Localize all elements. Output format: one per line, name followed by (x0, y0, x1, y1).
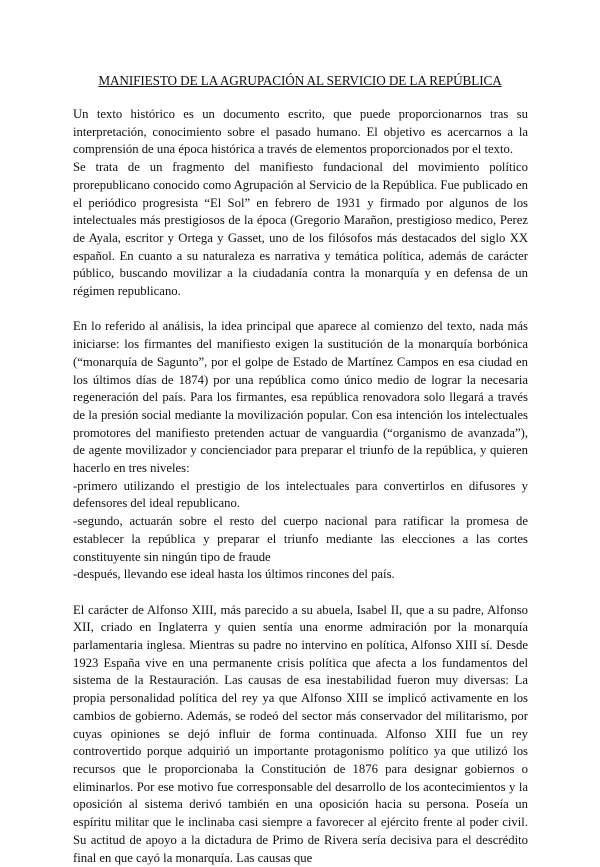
paragraph-level-first: -primero utilizando el prestigio de los intelectuales para convertirlos en difusores y defensores del ideal republicano. (73, 478, 528, 511)
paragraph-level-after: -después, llevando ese ideal hasta los últimos rincones del país. (73, 567, 395, 582)
paragraph-context: Se trata de un fragmento del manifiesto fundacional del movimiento político prorepublicano conocido como Agrupación al Servicio de la República. Fue publicado en el periódico progresista “El Sol” en febrero de 1931 y firmado por algunos de los intelectuales más prestigiosos de la época (Gregorio Marañon, prestigioso medico, Perez de Ayala, escritor y Ortega y Gasset, uno de los filósofos más destacados del siglo XX español. En cuanto a su naturaleza es narrativa y temática política, además de carácter público, buscando movilizar a la ciudadanía contra la monarquía y en defensa de un régimen republicano. (73, 160, 528, 299)
paragraph-level-second: -segundo, actuarán sobre el resto del cuerpo nacional para ratificar la promesa de establecer la república y preparar el triunfo mediante las elecciones a las cortes constituyente sin ningún tipo de fraude (73, 514, 528, 564)
document-body (73, 106, 528, 867)
paragraph-analysis: En lo referido al análisis, la idea principal que aparece al comienzo del texto, nada más iniciarse: los firmantes del manifiesto exigen la sustitución de la monarquía borbónica (“monarquía de Sagunto”, por el golpe de Estado de Martínez Campos en esa ciudad en los últimos días de 1874) por una república como único medio de lograr la necesaria regeneración del país. Para los firmantes, esa república renovadora solo llegará a través de la presión social mediante la movilización popular. Con esa intención los intelectuales promotores del manifiesto pretenden actuar de vanguardia (“organismo de avanzada”), de agente movilizador y concienciador para preparar el triunfo de la república, y quieren hacerlo en tres niveles: (73, 319, 528, 476)
paragraph-intro: Un texto histórico es un documento escrito, que puede proporcionarnos tras su interpretación, conocimiento sobre el pasado humano. El objetivo es acercarnos a la comprensión de una época histórica a través de elementos proporcionados por el texto. (73, 107, 528, 157)
document-title: MANIFIESTO DE LA AGRUPACIÓN AL SERVICIO DE LA REPÚBLICA (98, 73, 502, 88)
paragraph-alfonso-xiii: El carácter de Alfonso XIII, más parecido a su abuela, Isabel II, que a su padre, Alfonso XII, criado en Inglaterra y quien sentía una enorme admiración por la monarquía parlamentaria inglesa. Mientras su padre no intervino en política, Alfonso XIII sí. Desde 1923 España vive en una permanente crisis política que afecta a los fundamentos del sistema de la Restauración. Las causas de esa inestabilidad fueron muy diversas: La propia personalidad política del rey ya que Alfonso XIII se implicó activamente en los cambios de gobierno. Además, se rodeó del sector más conservador del militarismo, por cuyas opiniones se dejó influir de forma continuada. Alfonso XIII fue un rey controvertido porque adquirió un importante protagonismo político ya que utilizó los recursos que le proporcionaba la Constitución de 1876 para designar gobiernos o eliminarlos. Por ese motivo fue corresponsable del desarrollo de los acontecimientos y la oposición al sistema derivó también en una oposición hacia su persona. Poseía un espíritu militar que le inclinaba casi siempre a favorecer al ejército frente al poder civil. Su actitud de apoyo a la dictadura de Primo de Rivera sería decisiva para el descrédito final en que cayó la monarquía. Las causas que (73, 602, 528, 865)
